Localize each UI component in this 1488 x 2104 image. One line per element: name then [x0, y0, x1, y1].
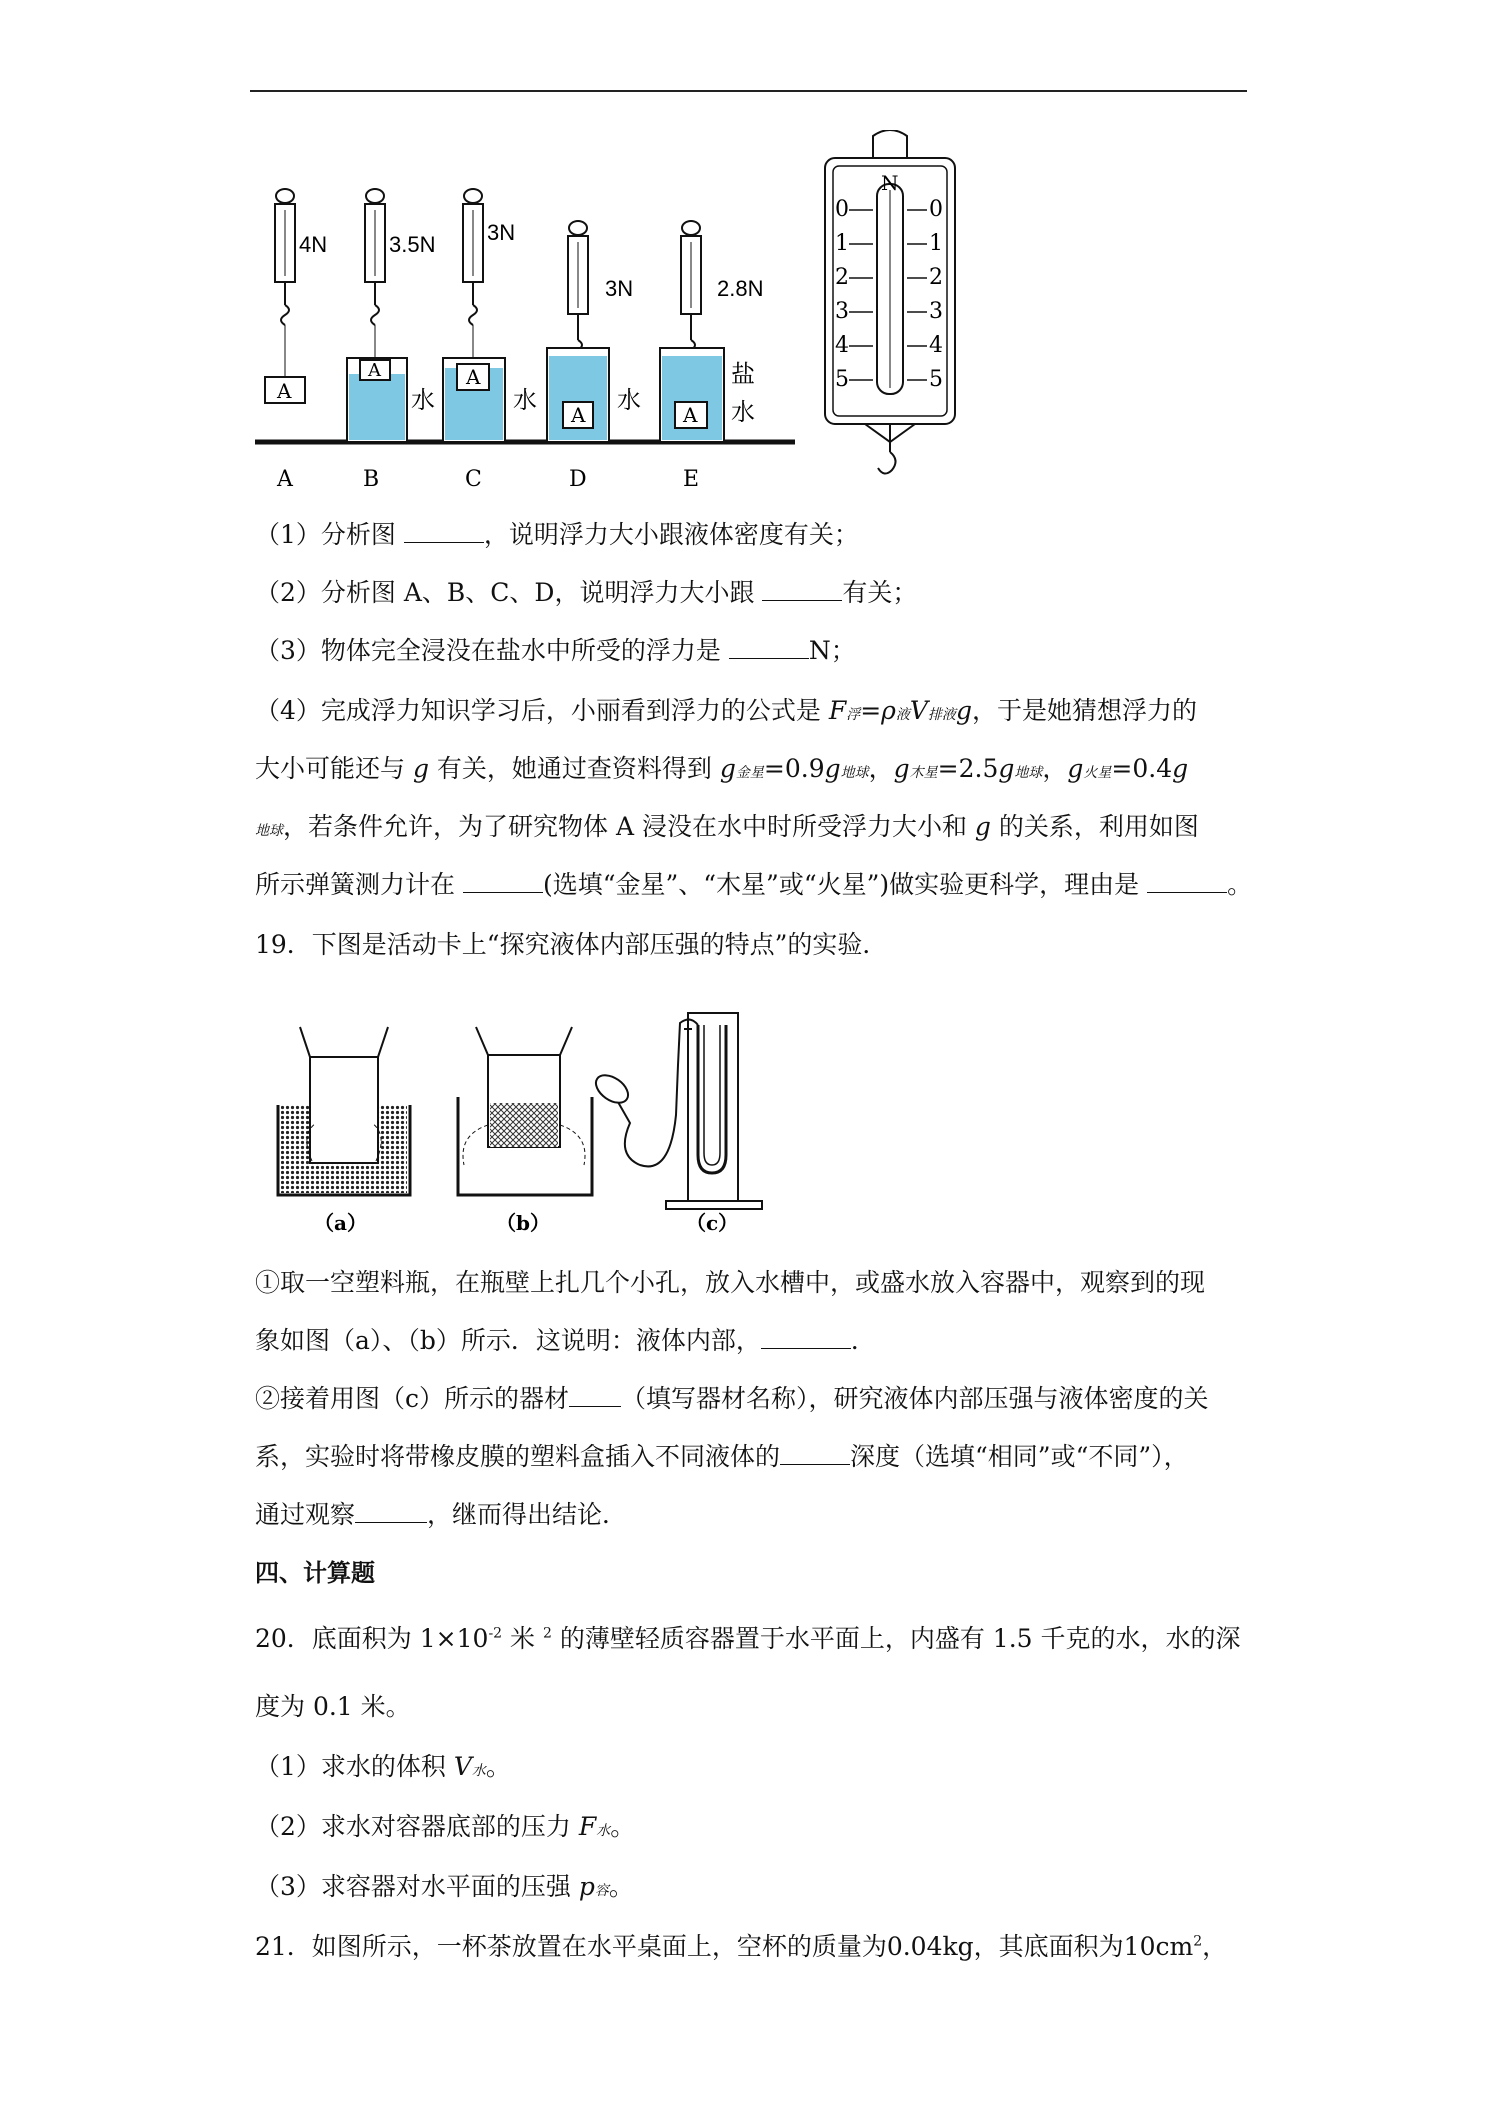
left-tick-1: 1	[835, 231, 849, 256]
right-tick-2: 2	[929, 265, 943, 290]
q20-part1: （1）求水的体积 V水。	[255, 1752, 511, 1781]
figure-label-a: （a）	[314, 1211, 367, 1235]
panel-label-c: C	[465, 467, 482, 492]
left-tick-3: 3	[835, 299, 849, 324]
q20-part2: （2）求水对容器底部的压力 F水。	[255, 1812, 636, 1841]
q19-line2: 象如图（a）、（b）所示．这说明：液体内部， ．	[255, 1326, 876, 1355]
answer-blank-q19-4[interactable]	[355, 1498, 427, 1523]
reading-a: 4N	[299, 232, 328, 257]
figure-b	[458, 1027, 592, 1195]
spring-scale-figure	[815, 130, 965, 490]
reading-c: 3N	[487, 220, 516, 245]
left-tick-2: 2	[835, 265, 849, 290]
panel-label-b: B	[363, 467, 380, 492]
right-tick-5: 5	[929, 367, 943, 392]
panel-label-e: E	[683, 467, 700, 492]
page-header-rule	[250, 90, 1247, 92]
liquid-label-d: 水	[617, 386, 641, 414]
answer-blank-q18-3[interactable]	[729, 634, 809, 659]
section-heading: 四、计算题	[255, 1559, 375, 1587]
panel-label-d: D	[569, 467, 587, 492]
q18-part4-line3: 地球，若条件允许，为了研究物体 A 浸没在水中时所受浮力大小和 g 的关系，利用如图	[255, 812, 1199, 841]
liquid-label-e-2: 水	[731, 398, 755, 426]
answer-blank-q18-4b[interactable]	[1147, 868, 1227, 893]
liquid-label-c: 水	[513, 386, 537, 414]
object-label-d: A	[571, 403, 586, 427]
q19-line3: ②接着用图（c）所示的器材 （填写器材名称），研究液体内部压强与液体密度的关	[255, 1384, 1209, 1413]
figure-label-b: （b）	[496, 1211, 550, 1235]
figure-c-pressure-gauge	[591, 1013, 762, 1209]
reading-b: 3.5N	[389, 232, 436, 257]
answer-blank-q18-1[interactable]	[404, 518, 484, 543]
answer-blank-q18-2[interactable]	[762, 576, 842, 601]
figure-a	[278, 1027, 410, 1195]
left-tick-0: 0	[835, 197, 849, 222]
object-label-e: A	[683, 403, 698, 427]
q18-part1: （1）分析图 ，说明浮力大小跟液体密度有关；	[255, 520, 859, 549]
object-label-b: A	[368, 360, 381, 381]
right-tick-0: 0	[929, 197, 943, 222]
spring-scale-b	[347, 189, 407, 442]
q18-part4-line2: 大小可能还与 g 有关，她通过查资料得到 g金星=0.9g地球，g木星=2.5g地球，g火星=0.4g	[255, 754, 1189, 783]
buoyancy-experiment-figure	[255, 130, 795, 500]
answer-blank-q19-1[interactable]	[761, 1324, 851, 1349]
q18-part2: （2）分析图 A、B、C、D，说明浮力大小跟 有关；	[255, 578, 918, 607]
liquid-label-b: 水	[411, 386, 435, 414]
spring-scale-a	[265, 189, 305, 403]
right-tick-1: 1	[929, 231, 943, 256]
figure-label-c: （c）	[686, 1211, 739, 1235]
answer-blank-q19-3[interactable]	[780, 1440, 850, 1465]
q21-line1: 21．如图所示，一杯茶放置在水平桌面上，空杯的质量为0.04kg，其底面积为$10cm^2$，	[255, 1932, 1228, 1961]
q19-line5: 通过观察 ，继而得出结论．	[255, 1500, 628, 1529]
object-label-c: A	[466, 365, 481, 389]
scale-unit: N	[881, 171, 899, 195]
object-label-a: A	[277, 379, 292, 403]
q20-part3: （3）求容器对水平面的压强 p容。	[255, 1872, 634, 1901]
left-tick-4: 4	[835, 333, 849, 358]
right-tick-4: 4	[929, 333, 943, 358]
q19-line1: ①取一空塑料瓶，在瓶壁上扎几个小孔，放入水槽中，或盛水放入容器中，观察到的现	[255, 1268, 1206, 1297]
q20-line1: 20．底面积为 $1\times 10^{-2}$ 米 $^2$ 的薄壁轻质容器置于水平面上，内盛有 1.5 千克的水，水的深	[255, 1624, 1241, 1653]
q18-part4-line1: （4）完成浮力知识学习后，小丽看到浮力的公式是 F浮=ρ液V排液g，于是她猜想浮力的	[255, 696, 1197, 725]
q19-line4: 系，实验时将带橡皮膜的塑料盒插入不同液体的 深度（选填“相同”或“不同”），	[255, 1442, 1189, 1471]
reading-d: 3N	[605, 276, 634, 301]
q20-line2: 度为 0.1 米。	[255, 1692, 411, 1721]
answer-blank-q19-2[interactable]	[569, 1382, 621, 1407]
q18-part3: （3）物体完全浸没在盐水中所受的浮力是 N；	[255, 636, 856, 665]
left-tick-5: 5	[835, 367, 849, 392]
liquid-pressure-figure	[270, 1005, 800, 1235]
panel-label-a: A	[277, 467, 293, 492]
q19-title: 19．下图是活动卡上“探究液体内部压强的特点”的实验．	[255, 930, 888, 959]
q18-part4-line4: 所示弹簧测力计在 (选填“金星”、“木星”或“火星”)做实验更科学，理由是 。	[255, 870, 1253, 899]
reading-e: 2.8N	[717, 276, 764, 301]
liquid-label-e-1: 盐	[731, 360, 755, 388]
answer-blank-q18-4a[interactable]	[463, 868, 543, 893]
right-tick-3: 3	[929, 299, 943, 324]
